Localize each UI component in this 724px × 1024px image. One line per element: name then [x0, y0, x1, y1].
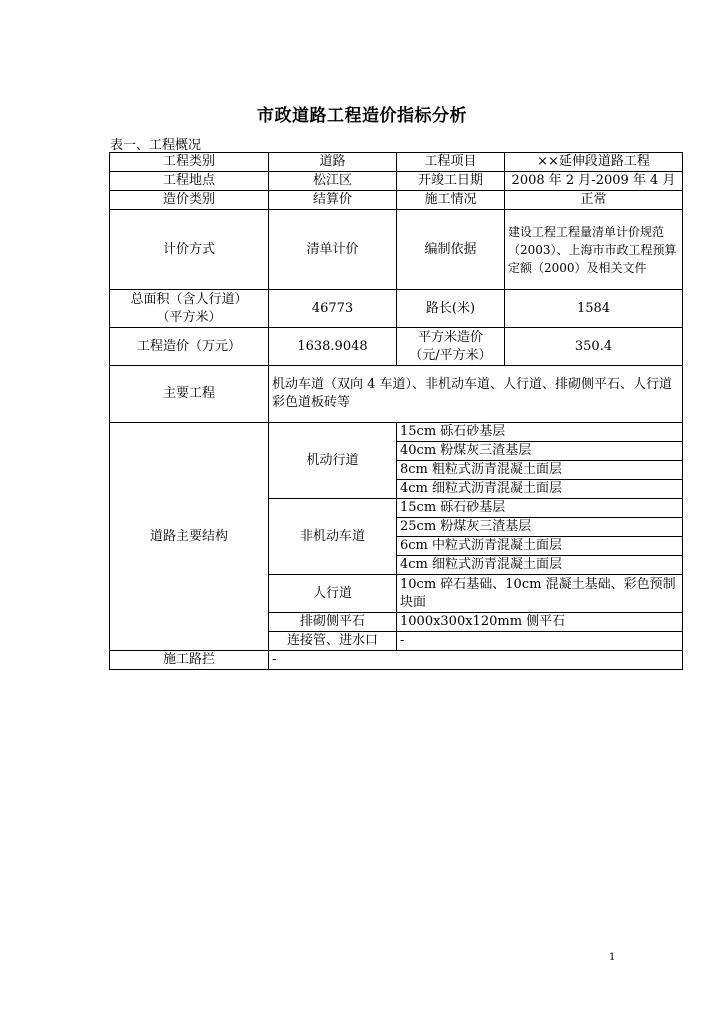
nonmotor-layer-3: 6cm 中粒式沥青混凝土面层 [397, 537, 683, 556]
length-value: 1584 [505, 290, 683, 328]
motor-layer-4: 4cm 细粒式沥青混凝土面层 [397, 480, 683, 499]
sidewalk-value: 10cm 碎石基础、10cm 混凝土基础、彩色预制块面 [397, 575, 683, 613]
length-label: 路长(米) [397, 290, 505, 328]
curb-value: 1000x300x120mm 侧平石 [397, 613, 683, 632]
main-works-label: 主要工程 [110, 366, 269, 423]
cost-value: 1638.9048 [269, 328, 397, 366]
pipe-label: 连接管、进水口 [269, 632, 397, 651]
cost-type-value: 结算价 [269, 191, 397, 210]
nonmotor-layer-2: 25cm 粉煤灰三渣基层 [397, 518, 683, 537]
pricing-value: 清单计价 [269, 210, 397, 290]
area-label [110, 290, 269, 328]
project-overview-table [109, 152, 683, 670]
area-label-line-1: 总面积（含人行道） [130, 291, 248, 307]
motor-layer-2: 40cm 粉煤灰三渣基层 [397, 442, 683, 461]
project-name-value: ××延伸段道路工程 [505, 153, 683, 172]
motor-lane-label: 机动行道 [269, 423, 397, 499]
unit-cost-value: 350.4 [505, 328, 683, 366]
cost-type-label: 造价类别 [110, 191, 269, 210]
barrier-label: 施工路拦 [110, 651, 269, 670]
table-row [110, 366, 683, 423]
table-row [110, 191, 683, 210]
table-caption: 表一、工程概况 [110, 138, 202, 153]
sidewalk-label: 人行道 [269, 575, 397, 613]
table-row [110, 153, 683, 172]
table-row [110, 290, 683, 328]
table-row [110, 172, 683, 191]
table-row [110, 210, 683, 290]
location-value: 松江区 [269, 172, 397, 191]
unit-cost-label-line-2: （元/平方米） [409, 347, 492, 363]
project-type-label: 工程类别 [110, 153, 269, 172]
motor-layer-1: 15cm 砾石砂基层 [397, 423, 683, 442]
area-value: 46773 [269, 290, 397, 328]
nonmotor-layer-4: 4cm 细粒式沥青混凝土面层 [397, 556, 683, 575]
status-value: 正常 [505, 191, 683, 210]
table-row [110, 328, 683, 366]
pipe-value: - [397, 632, 683, 651]
motor-layer-3: 8cm 粗粒式沥青混凝土面层 [397, 461, 683, 480]
dates-value: 2008 年 2 月-2009 年 4 月 [505, 172, 683, 191]
area-label-line-2: （平方米） [156, 309, 222, 325]
main-works-value: 机动车道（双向 4 车道）、非机动车道、人行道、排砌侧平石、人行道彩色道板砖等 [269, 366, 683, 423]
pricing-label: 计价方式 [110, 210, 269, 290]
page-number: 1 [609, 952, 616, 963]
curb-label: 排砌侧平石 [269, 613, 397, 632]
location-label: 工程地点 [110, 172, 269, 191]
status-label: 施工情况 [397, 191, 505, 210]
project-type-value: 道路 [269, 153, 397, 172]
cost-label: 工程造价（万元） [110, 328, 269, 366]
barrier-value: - [269, 651, 683, 670]
page-title: 市政道路工程造价指标分析 [257, 106, 467, 126]
project-name-label: 工程项目 [397, 153, 505, 172]
nonmotor-layer-1: 15cm 砾石砂基层 [397, 499, 683, 518]
nonmotor-lane-label: 非机动车道 [269, 499, 397, 575]
table-row [110, 651, 683, 670]
unit-cost-label [397, 328, 505, 366]
basis-label: 编制依据 [397, 210, 505, 290]
dates-label: 开竣工日期 [397, 172, 505, 191]
structure-label: 道路主要结构 [110, 423, 269, 651]
table-row [110, 423, 683, 442]
basis-value: 建设工程工程量清单计价规范（2003）、上海市市政工程预算定额（2000）及相关文件 [505, 210, 683, 290]
unit-cost-label-line-1: 平方米造价 [417, 329, 483, 345]
